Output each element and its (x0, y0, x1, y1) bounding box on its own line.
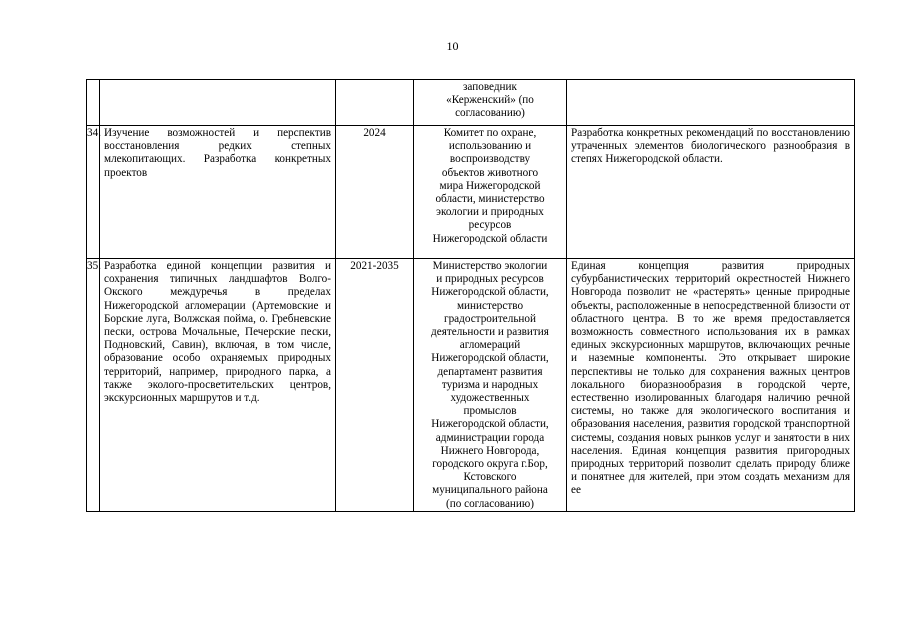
executor-line: Нижегородской области, (431, 286, 549, 299)
result-cell: Единая концепция развития природных субурбанистических территорий окрестностей Нижнего Новгорода позволит не «растерять» ценные природные объекты, расположенные в непосредственной близости от областного центра. В то же время предоставляется возможность совместного использования их в рамках единых экскурсионных маршрутов, включающих речные и наземные компоненты. Это открывает широкие перспективы не только для сохранения важных центров локального биоразнообразия в городской черте, естественно изолированных благодаря наличию речной системы, но также для экологического воспитания и образования населения, развития городской транспортной системы, создания новых рынков услуг и занятости в них населения. Единая концепция развития пригородных природных территорий позволит сделать природу ближе и понятнее для жителей, при этом создать механизм для ее (567, 259, 855, 512)
executor-line: объектов животного (441, 166, 539, 179)
executor-line: деятельности и развития (431, 326, 549, 339)
executor-line: муниципального района (432, 484, 548, 497)
executor-line: Министерство экологии (432, 260, 548, 272)
executor-line: министерство (456, 299, 524, 312)
executor-line: мира Нижегородской (439, 179, 541, 192)
executor-line: Нижегородской области, (431, 418, 549, 431)
term-cell (336, 80, 414, 126)
executor-line: (по согласованию) (446, 497, 534, 510)
executor-cell (414, 126, 567, 259)
executor-line: промыслов (463, 405, 517, 418)
executor-line: градостроительной (444, 312, 536, 325)
executor-line: Кстовского (463, 471, 517, 484)
executor-line: согласованию) (455, 107, 525, 120)
table-row-34 (87, 126, 855, 259)
result-cell: Разработка конкретных рекомендаций по восстановлению утраченных элементов биологического разнообразия в степях Нижегородской области. (567, 126, 855, 259)
executor-line: городского округа г.Бор, (432, 458, 548, 471)
executor-line: Нижнего Новгорода, (440, 444, 540, 457)
executor-line: «Керженский» (по (446, 94, 534, 107)
executor-line: туризма и народных (441, 378, 539, 391)
row-number: 34. (87, 126, 100, 259)
table-row-continuation (87, 80, 855, 126)
executor-line: Нижегородской области, (431, 352, 549, 365)
row-number (87, 80, 100, 126)
executor-cell (414, 259, 567, 512)
executor-cell (414, 80, 567, 126)
executor-line: агломераций (459, 339, 521, 352)
executor-line: воспроизводству (449, 153, 531, 166)
executor-line: Нижегородской области (432, 232, 548, 245)
executor-line: и природных ресурсов (436, 273, 544, 286)
executor-line: заповедник (463, 81, 517, 93)
task-cell: Разработка единой концепции развития и сохранения типичных ландшафтов Волго-Окского междуречья в пределах Нижегородской агломерации (Артемовские и Борские луга, Волжская пойма, о. Гребневские пески, острова Мочальные, Печерские пески, Подновский, Савин), включая, в том числе, образование особо охраняемых природных территорий, например, природного парка, а также эколого-просветительских центров, экскурсионных маршрутов и т.д. (100, 259, 336, 512)
executor-line: ресурсов (468, 219, 512, 232)
executor-line: администрации города (435, 431, 545, 444)
page-number: 10 (446, 39, 459, 53)
term-cell: 2024 (336, 126, 414, 259)
executor-line: художественных (450, 392, 530, 405)
executor-line: Комитет по охране, (443, 127, 537, 139)
measures-table (86, 79, 855, 512)
executor-line: департамент развития (437, 365, 543, 378)
task-cell: Изучение возможностей и перспектив восстановления редких степных млекопитающих. Разработка конкретных проектов (100, 126, 336, 259)
result-cell (567, 80, 855, 126)
executor-line: области, министерство (435, 193, 545, 206)
row-number: 35. (87, 259, 100, 512)
table-row-35 (87, 259, 855, 512)
executor-line: экологии и природных (436, 206, 544, 219)
term-cell: 2021-2035 (336, 259, 414, 512)
task-cell (100, 80, 336, 126)
executor-line: использованию и (448, 140, 532, 153)
